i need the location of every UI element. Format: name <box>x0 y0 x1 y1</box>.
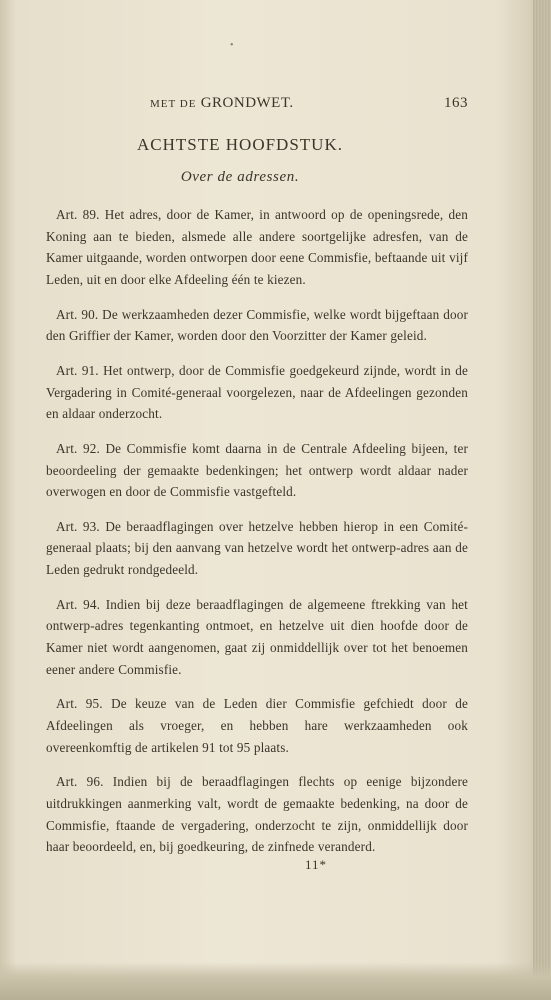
article <box>46 594 468 680</box>
article-label: Art. 91. <box>56 362 99 378</box>
article-text: De keuze van de Leden dier Commisfie gefchiedt door de Afdeelingen als vroeger, en hebben hare werkzaamheden ook overeenkomftig de artikelen 91 tot 95 plaats. <box>46 696 469 755</box>
page-bottom-shadow <box>0 962 551 1000</box>
article-label: Art. 92. <box>56 440 100 456</box>
running-title-large: GRONDWET. <box>200 95 294 111</box>
article <box>46 204 468 290</box>
chapter-subtitle: Over de adressen. <box>180 169 300 185</box>
running-title <box>150 95 294 112</box>
article-label: Art. 94. <box>56 596 101 612</box>
article-text: Indien bij deze beraadflagingen de algemeene ftrekking van het ontwerp-adres tegenkanting ontmoet, en hetzelve uit dien hoofde door de Kamer niet wordt aangenomen, gaat zij onmiddellijk over tot het benoemen eener andere Commisfie. <box>46 596 468 677</box>
chapter-title: ACHTSTE HOOFDSTUK. <box>137 135 343 154</box>
article-label: Art. 90. <box>56 306 99 322</box>
article-text: De beraadflagingen over hetzelve hebben hierop in een Comité-generaal plaats; bij den aanvang van hetzelve wordt het ontwerp-adres aan de Leden gedrukt rondgedeeld. <box>46 518 469 578</box>
article-text: Indien bij de beraadflagingen flechts op eenige bijzondere uitdrukkingen aanmerking valt, wordt de gemaakte bedenking, na door de Commisfie, ftaande de vergadering, onderzocht te zijn, onmiddellijk door haar beoordeeld, en, bij goedkeuring, de zinfnede veranderd. <box>46 774 469 855</box>
page-number: 163 <box>444 95 468 111</box>
article-label: Art. 96. <box>56 774 104 790</box>
running-title-small: MET DE <box>150 98 197 110</box>
article-text: De Commisfie komt daarna in de Centrale Afdeeling bijeen, ter beoordeeling der gemaakte bedenkingen; het ontwerp wordt aldaar nader overwogen en door de Commisfie vastgefteld. <box>46 440 469 500</box>
article-text: De werkzaamheden dezer Commisfie, welke wordt bijgeftaan door den Griffier der Kamer, worden door den Voorzitter der Kamer geleid. <box>46 306 468 344</box>
article <box>46 516 468 581</box>
article-label: Art. 93. <box>56 518 100 534</box>
article-label: Art. 89. <box>56 207 100 222</box>
article <box>46 693 468 758</box>
running-head <box>40 95 468 117</box>
article <box>46 438 468 503</box>
article-text: Het adres, door de Kamer, in antwoord op de openingsrede, den Koning aan te bieden, alsmede alle andere soortgelijke adresfen, van de Kamer uitgaande, worden ontworpen door eene Commisfie, beftaande uit vijf Leden, uit en door elke Afdeeling één te kiezen. <box>46 207 468 287</box>
text-block <box>40 95 469 872</box>
article <box>46 771 468 857</box>
speck-mark: • <box>230 40 234 51</box>
articles-list <box>40 204 469 858</box>
article-text: Het ontwerp, door de Commisfie goedgekeurd zijnde, wordt in de Vergadering in Comité-generaal voorgelezen, naar de Afdeelingen gezonden en aldaar onderzocht. <box>46 362 469 422</box>
catchword: 11* <box>305 857 328 872</box>
article <box>46 304 468 347</box>
article <box>46 360 468 425</box>
page-edges <box>533 0 551 1000</box>
article-label: Art. 95. <box>56 696 103 712</box>
